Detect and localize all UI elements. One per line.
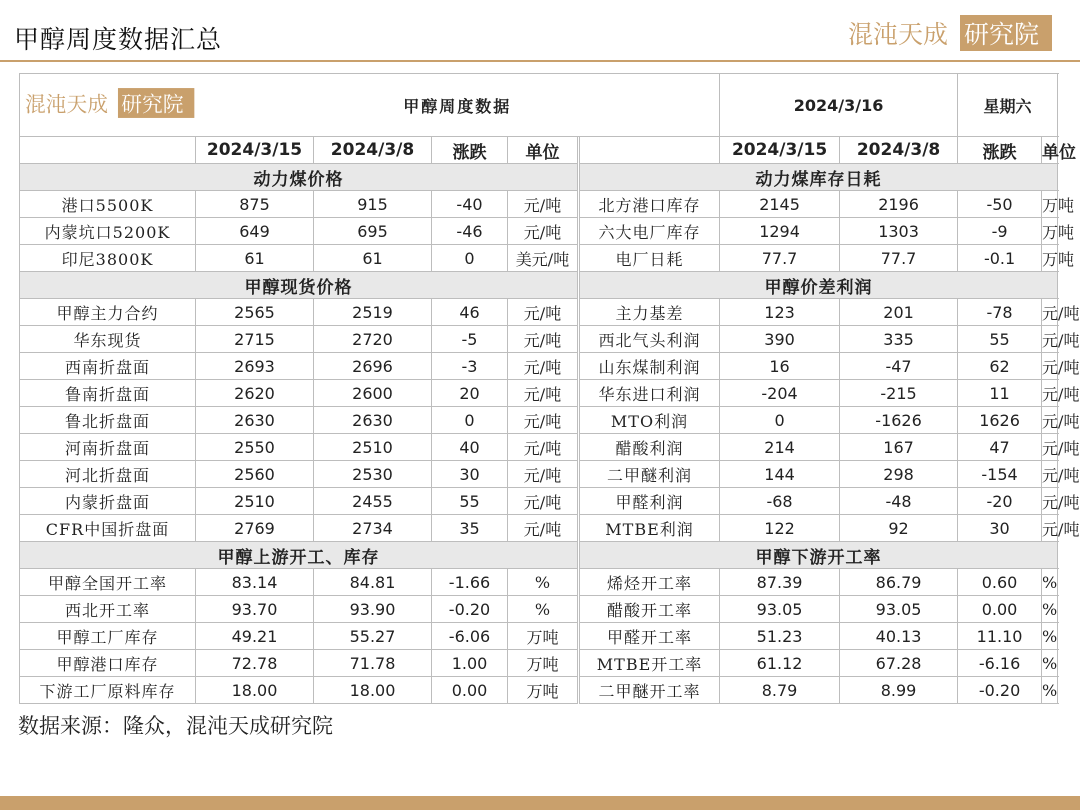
left-value-change: 55 — [432, 488, 508, 515]
left-row-label: 内蒙折盘面 — [20, 488, 196, 515]
left-value-unit: 元/吨 — [508, 353, 578, 380]
right-row-label: 西北气头利润 — [580, 326, 720, 353]
section-title-right: 甲醇下游开工率 — [580, 542, 1058, 569]
right-value-current: 51.23 — [720, 623, 840, 650]
right-value-previous: 92 — [840, 515, 958, 542]
right-value-previous: 86.79 — [840, 569, 958, 596]
report-weekday: 星期六 — [958, 74, 1058, 137]
right-value-change: -0.20 — [958, 677, 1042, 704]
page-title: 甲醇周度数据汇总 — [14, 25, 223, 54]
left-value-change: 1.00 — [432, 650, 508, 677]
left-value-previous: 2455 — [314, 488, 432, 515]
right-row-label: 醋酸利润 — [580, 434, 720, 461]
left-row-label: 甲醇主力合约 — [20, 299, 196, 326]
header-divider — [0, 60, 1080, 62]
left-value-previous: 915 — [314, 191, 432, 218]
right-value-unit: % — [1042, 569, 1058, 596]
right-value-unit: 元/吨 — [1042, 434, 1058, 461]
report-date: 2024/3/16 — [720, 74, 958, 137]
left-value-current: 61 — [196, 245, 314, 272]
right-row-label: 烯烃开工率 — [580, 569, 720, 596]
right-value-unit: 元/吨 — [1042, 407, 1058, 434]
header-left-col-4: 单位 — [508, 137, 578, 164]
brand-logo — [842, 12, 1054, 54]
right-value-unit: 元/吨 — [1042, 488, 1058, 515]
header-right-col-1: 2024/3/15 — [720, 137, 840, 164]
header-right-col-2: 2024/3/8 — [840, 137, 958, 164]
right-value-current: 144 — [720, 461, 840, 488]
right-row-label: 主力基差 — [580, 299, 720, 326]
left-value-previous: 2720 — [314, 326, 432, 353]
left-row-label: 甲醇全国开工率 — [20, 569, 196, 596]
right-value-current: 93.05 — [720, 596, 840, 623]
right-value-change: 0.60 — [958, 569, 1042, 596]
right-value-current: 61.12 — [720, 650, 840, 677]
right-row-label: 醋酸开工率 — [580, 596, 720, 623]
left-value-current: 18.00 — [196, 677, 314, 704]
right-value-unit: % — [1042, 650, 1058, 677]
header-left-col-1: 2024/3/15 — [196, 137, 314, 164]
left-value-change: -6.06 — [432, 623, 508, 650]
right-value-current: 214 — [720, 434, 840, 461]
svg-text:混沌天成: 混沌天成 — [24, 92, 108, 117]
left-row-label: CFR中国折盘面 — [20, 515, 196, 542]
left-value-change: 0.00 — [432, 677, 508, 704]
section-title-row — [20, 164, 1058, 191]
header-left-col-0 — [20, 137, 196, 164]
left-value-change: -0.20 — [432, 596, 508, 623]
section-title-right: 动力煤库存日耗 — [580, 164, 1058, 191]
left-value-unit: 元/吨 — [508, 407, 578, 434]
section-title-row — [20, 542, 1058, 569]
right-value-unit: 元/吨 — [1042, 326, 1058, 353]
table-header-row — [20, 137, 1058, 164]
left-value-previous: 2734 — [314, 515, 432, 542]
left-value-current: 2620 — [196, 380, 314, 407]
table-row — [20, 407, 1058, 434]
left-value-change: -40 — [432, 191, 508, 218]
right-value-change: -154 — [958, 461, 1042, 488]
left-value-current: 93.70 — [196, 596, 314, 623]
right-value-current: 16 — [720, 353, 840, 380]
header-left-col-2: 2024/3/8 — [314, 137, 432, 164]
logo-text-left: 混沌天成 — [848, 20, 949, 49]
header-right-col-3: 涨跌 — [958, 137, 1042, 164]
logo-text-right: 研究院 — [964, 20, 1040, 49]
right-value-previous: 2196 — [840, 191, 958, 218]
right-row-label: MTBE开工率 — [580, 650, 720, 677]
section-title-left: 甲醇上游开工、库存 — [20, 542, 578, 569]
right-value-previous: 335 — [840, 326, 958, 353]
left-value-change: 20 — [432, 380, 508, 407]
left-row-label: 内蒙坑口5200K — [20, 218, 196, 245]
right-row-label: 甲醛利润 — [580, 488, 720, 515]
right-row-label: 二甲醚开工率 — [580, 677, 720, 704]
left-value-current: 2510 — [196, 488, 314, 515]
left-value-current: 875 — [196, 191, 314, 218]
left-value-current: 72.78 — [196, 650, 314, 677]
right-value-change: -0.1 — [958, 245, 1042, 272]
right-row-label: 二甲醚利润 — [580, 461, 720, 488]
left-value-previous: 71.78 — [314, 650, 432, 677]
left-value-change: -46 — [432, 218, 508, 245]
left-value-previous: 2696 — [314, 353, 432, 380]
section-title-row — [20, 272, 1058, 299]
table-logo-cell — [20, 74, 196, 137]
right-value-change: -6.16 — [958, 650, 1042, 677]
right-value-change: -78 — [958, 299, 1042, 326]
right-value-current: 87.39 — [720, 569, 840, 596]
right-value-unit: 万吨 — [1042, 245, 1058, 272]
table-row — [20, 677, 1058, 704]
right-value-previous: 77.7 — [840, 245, 958, 272]
right-value-change: 47 — [958, 434, 1042, 461]
left-value-current: 83.14 — [196, 569, 314, 596]
left-value-change: 35 — [432, 515, 508, 542]
left-value-current: 649 — [196, 218, 314, 245]
right-value-unit: 元/吨 — [1042, 353, 1058, 380]
table-title: 甲醇周度数据 — [196, 74, 720, 137]
left-row-label: 西南折盘面 — [20, 353, 196, 380]
right-row-label: 华东进口利润 — [580, 380, 720, 407]
right-row-label: MTO利润 — [580, 407, 720, 434]
left-row-label: 鲁北折盘面 — [20, 407, 196, 434]
left-value-current: 49.21 — [196, 623, 314, 650]
left-row-label: 西北开工率 — [20, 596, 196, 623]
left-row-label: 下游工厂原料库存 — [20, 677, 196, 704]
left-value-unit: 元/吨 — [508, 380, 578, 407]
section-title-left: 甲醇现货价格 — [20, 272, 578, 299]
right-value-previous: -48 — [840, 488, 958, 515]
left-value-previous: 61 — [314, 245, 432, 272]
section-title-left: 动力煤价格 — [20, 164, 578, 191]
methanol-weekly-table — [19, 73, 1080, 704]
right-value-change: -50 — [958, 191, 1042, 218]
right-value-change: 0.00 — [958, 596, 1042, 623]
table-row — [20, 488, 1058, 515]
right-value-current: -68 — [720, 488, 840, 515]
footer-bar — [0, 796, 1080, 810]
table-row — [20, 218, 1058, 245]
right-value-current: 122 — [720, 515, 840, 542]
right-value-previous: -1626 — [840, 407, 958, 434]
right-row-label: 六大电厂库存 — [580, 218, 720, 245]
table-row — [20, 569, 1058, 596]
left-value-current: 2630 — [196, 407, 314, 434]
left-value-unit: 元/吨 — [508, 461, 578, 488]
table-logo — [20, 80, 196, 126]
right-value-previous: 298 — [840, 461, 958, 488]
left-value-unit: 元/吨 — [508, 218, 578, 245]
right-value-change: 55 — [958, 326, 1042, 353]
table-row — [20, 623, 1058, 650]
right-value-current: 77.7 — [720, 245, 840, 272]
left-row-label: 港口5500K — [20, 191, 196, 218]
right-value-unit: % — [1042, 623, 1058, 650]
right-value-current: 0 — [720, 407, 840, 434]
left-value-previous: 2530 — [314, 461, 432, 488]
header-left-col-3: 涨跌 — [432, 137, 508, 164]
right-value-change: 11.10 — [958, 623, 1042, 650]
table-row — [20, 650, 1058, 677]
left-value-unit: 元/吨 — [508, 488, 578, 515]
header-right-col-0 — [580, 137, 720, 164]
left-row-label: 甲醇工厂库存 — [20, 623, 196, 650]
left-value-change: 0 — [432, 245, 508, 272]
left-value-change: 40 — [432, 434, 508, 461]
right-value-unit: 元/吨 — [1042, 515, 1058, 542]
right-row-label: 电厂日耗 — [580, 245, 720, 272]
left-value-current: 2565 — [196, 299, 314, 326]
left-row-label: 鲁南折盘面 — [20, 380, 196, 407]
left-value-unit: 美元/吨 — [508, 245, 578, 272]
right-value-unit: 万吨 — [1042, 218, 1058, 245]
left-value-previous: 2519 — [314, 299, 432, 326]
table-row — [20, 299, 1058, 326]
right-row-label: 甲醛开工率 — [580, 623, 720, 650]
right-value-unit: % — [1042, 596, 1058, 623]
right-value-change: 1626 — [958, 407, 1042, 434]
right-value-previous: 1303 — [840, 218, 958, 245]
right-value-change: 62 — [958, 353, 1042, 380]
right-value-change: 30 — [958, 515, 1042, 542]
left-value-current: 2560 — [196, 461, 314, 488]
right-value-change: -20 — [958, 488, 1042, 515]
right-value-current: 8.79 — [720, 677, 840, 704]
left-value-previous: 2600 — [314, 380, 432, 407]
left-value-previous: 2510 — [314, 434, 432, 461]
right-value-current: 390 — [720, 326, 840, 353]
left-value-previous: 93.90 — [314, 596, 432, 623]
left-value-current: 2715 — [196, 326, 314, 353]
left-value-unit: % — [508, 596, 578, 623]
right-value-change: -9 — [958, 218, 1042, 245]
table-row — [20, 515, 1058, 542]
right-value-previous: -47 — [840, 353, 958, 380]
right-value-unit: 元/吨 — [1042, 299, 1058, 326]
data-source: 数据来源：隆众，混沌天成研究院 — [18, 714, 333, 738]
left-value-change: 30 — [432, 461, 508, 488]
left-value-previous: 55.27 — [314, 623, 432, 650]
table-row — [20, 326, 1058, 353]
table-row — [20, 353, 1058, 380]
header-right-col-4: 单位 — [1042, 137, 1058, 164]
right-value-previous: 167 — [840, 434, 958, 461]
table-row — [20, 434, 1058, 461]
section-title-right: 甲醇价差利润 — [580, 272, 1058, 299]
right-row-label: MTBE利润 — [580, 515, 720, 542]
left-value-previous: 695 — [314, 218, 432, 245]
right-value-previous: 8.99 — [840, 677, 958, 704]
left-value-unit: 元/吨 — [508, 434, 578, 461]
left-value-unit: 元/吨 — [508, 191, 578, 218]
left-value-unit: 万吨 — [508, 677, 578, 704]
left-value-change: -1.66 — [432, 569, 508, 596]
left-row-label: 华东现货 — [20, 326, 196, 353]
left-value-previous: 2630 — [314, 407, 432, 434]
table-row — [20, 245, 1058, 272]
left-value-unit: 万吨 — [508, 650, 578, 677]
left-value-unit: 元/吨 — [508, 299, 578, 326]
right-value-previous: 93.05 — [840, 596, 958, 623]
right-value-current: 123 — [720, 299, 840, 326]
right-value-previous: 40.13 — [840, 623, 958, 650]
left-row-label: 甲醇港口库存 — [20, 650, 196, 677]
right-value-previous: -215 — [840, 380, 958, 407]
right-value-unit: 元/吨 — [1042, 380, 1058, 407]
left-value-unit: 万吨 — [508, 623, 578, 650]
left-value-previous: 18.00 — [314, 677, 432, 704]
left-row-label: 河南折盘面 — [20, 434, 196, 461]
svg-text:研究院: 研究院 — [121, 92, 184, 117]
right-value-unit: 元/吨 — [1042, 461, 1058, 488]
left-value-previous: 84.81 — [314, 569, 432, 596]
right-value-previous: 201 — [840, 299, 958, 326]
left-value-current: 2693 — [196, 353, 314, 380]
left-value-change: 0 — [432, 407, 508, 434]
right-value-current: -204 — [720, 380, 840, 407]
right-value-previous: 67.28 — [840, 650, 958, 677]
left-row-label: 印尼3800K — [20, 245, 196, 272]
table-row — [20, 191, 1058, 218]
left-value-current: 2769 — [196, 515, 314, 542]
right-value-change: 11 — [958, 380, 1042, 407]
table-row — [20, 461, 1058, 488]
right-row-label: 山东煤制利润 — [580, 353, 720, 380]
left-value-unit: % — [508, 569, 578, 596]
table-row — [20, 596, 1058, 623]
table-row — [20, 380, 1058, 407]
right-value-unit: % — [1042, 677, 1058, 704]
right-value-current: 1294 — [720, 218, 840, 245]
left-value-unit: 元/吨 — [508, 326, 578, 353]
left-value-unit: 元/吨 — [508, 515, 578, 542]
left-value-current: 2550 — [196, 434, 314, 461]
table-title-row — [20, 74, 1058, 137]
left-row-label: 河北折盘面 — [20, 461, 196, 488]
left-value-change: -5 — [432, 326, 508, 353]
right-row-label: 北方港口库存 — [580, 191, 720, 218]
right-value-unit: 万吨 — [1042, 191, 1058, 218]
left-value-change: 46 — [432, 299, 508, 326]
left-value-change: -3 — [432, 353, 508, 380]
right-value-current: 2145 — [720, 191, 840, 218]
